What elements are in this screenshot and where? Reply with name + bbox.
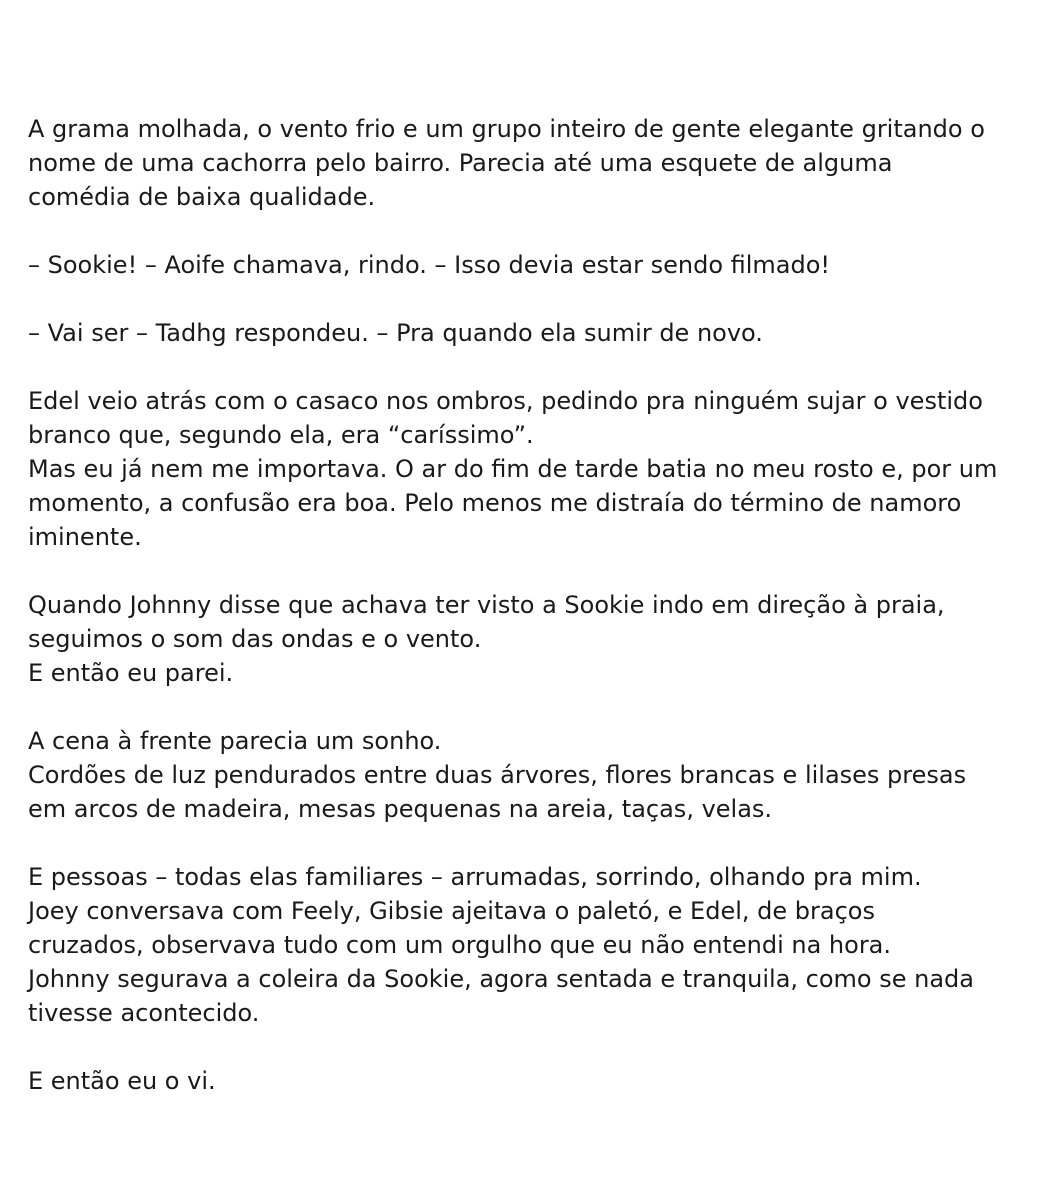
paragraph-2 <box>28 248 1028 282</box>
text-line: momento, a confusão era boa. Pelo menos me distraía do término de namoro <box>28 489 962 517</box>
text-line: nome de uma cachorra pelo bairro. Parecia até uma esquete de alguma <box>28 149 893 177</box>
text-line: E pessoas – todas elas familiares – arrumadas, sorrindo, olhando pra mim. <box>28 863 922 891</box>
paragraph-6 <box>28 724 1028 826</box>
paragraph-7 <box>28 860 1028 1030</box>
text-line: A grama molhada, o vento frio e um grupo inteiro de gente elegante gritando o <box>28 115 985 143</box>
text-line: seguimos o som das ondas e o vento. <box>28 625 482 653</box>
text-line: branco que, segundo ela, era “caríssimo”. <box>28 421 534 449</box>
paragraph-3 <box>28 316 1028 350</box>
text-line: Cordões de luz pendurados entre duas árvores, flores brancas e lilases presas <box>28 761 967 789</box>
text-line: Edel veio atrás com o casaco nos ombros, pedindo pra ninguém sujar o vestido <box>28 387 983 415</box>
text-line: – Vai ser – Tadhg respondeu. – Pra quando ela sumir de novo. <box>28 319 763 347</box>
text-line: tivesse acontecido. <box>28 999 260 1027</box>
text-line: Mas eu já nem me importava. O ar do fim de tarde batia no meu rosto e, por um <box>28 455 998 483</box>
text-line: iminente. <box>28 523 142 551</box>
text-line: comédia de baixa qualidade. <box>28 183 376 211</box>
text-line: Quando Johnny disse que achava ter visto a Sookie indo em direção à praia, <box>28 591 945 619</box>
paragraph-1 <box>28 112 1028 214</box>
text-line: – Sookie! – Aoife chamava, rindo. – Isso devia estar sendo filmado! <box>28 251 831 279</box>
text-line: E então eu o vi. <box>28 1067 216 1095</box>
text-line: Joey conversava com Feely, Gibsie ajeitava o paletó, e Edel, de braços <box>28 897 875 925</box>
text-line: E então eu parei. <box>28 659 234 687</box>
text-line: em arcos de madeira, mesas pequenas na areia, taças, velas. <box>28 795 773 823</box>
paragraph-4 <box>28 384 1028 554</box>
paragraph-5 <box>28 588 1028 690</box>
text-line: cruzados, observava tudo com um orgulho que eu não entendi na hora. <box>28 931 892 959</box>
paragraph-8 <box>28 1064 1028 1098</box>
text-line: A cena à frente parecia um sonho. <box>28 727 442 755</box>
story-text <box>28 112 1028 1132</box>
text-line: Johnny segurava a coleira da Sookie, agora sentada e tranquila, como se nada <box>28 965 974 993</box>
